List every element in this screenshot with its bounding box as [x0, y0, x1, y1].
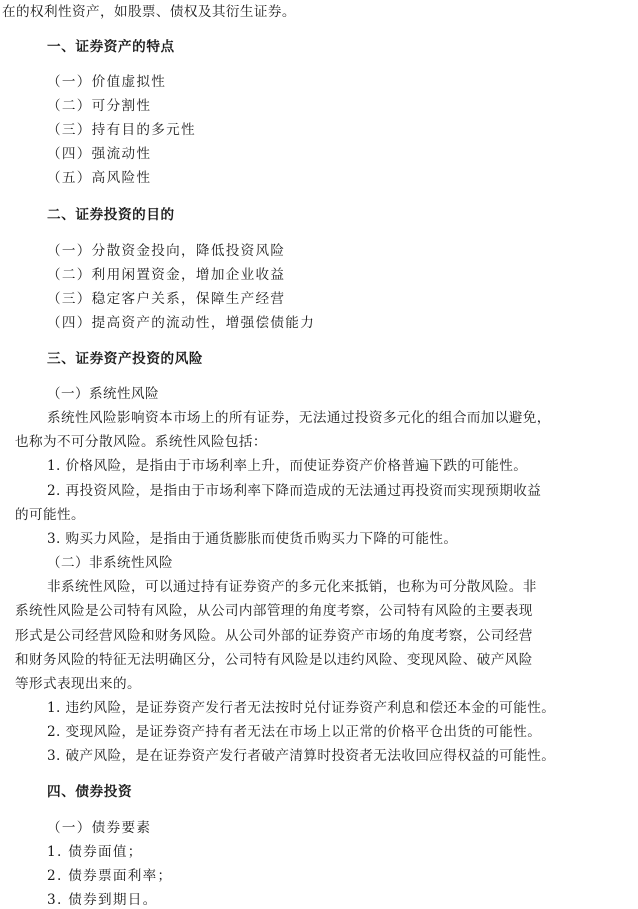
- paragraph-line: 等形式表现出来的。: [15, 676, 141, 692]
- list-item: 3. 债券到期日。: [47, 892, 158, 908]
- list-item: 1. 债券面值；: [47, 844, 143, 860]
- list-item: （二）利用闲置资金，增加企业收益: [47, 267, 286, 283]
- section-heading-1: 一、证券资产的特点: [47, 39, 175, 55]
- list-item: 2. 债券票面利率；: [47, 868, 173, 884]
- section-heading-3: 三、证券资产投资的风险: [47, 351, 204, 367]
- list-item: 1. 价格风险，是指由于市场利率上升，而使证券资产价格普遍下跌的可能性。: [47, 458, 528, 474]
- section-heading-4: 四、债券投资: [47, 784, 133, 800]
- subsection-title: （一）债券要素: [47, 820, 152, 836]
- paragraph-line: 形式是公司经营风险和财务风险。从公司外部的证券资产市场的角度考察，公司经营: [15, 628, 533, 644]
- list-item: （四）强流动性: [47, 146, 152, 162]
- list-item: 3. 购买力风险，是指由于通货膨胀而使货币购买力下降的可能性。: [47, 531, 458, 547]
- paragraph-line: 系统性风险是公司特有风险，从公司内部管理的角度考察，公司特有风险的主要表现: [15, 603, 533, 619]
- list-item: （二）可分割性: [47, 98, 152, 114]
- list-item: 1. 违约风险，是证券资产发行者无法按时兑付证券资产利息和偿还本金的可能性。: [47, 700, 556, 716]
- list-item: （五）高风险性: [47, 170, 152, 186]
- list-item: （四）提高资产的流动性，增强偿债能力: [47, 315, 316, 331]
- list-item: （一）分散资金投向，降低投资风险: [47, 243, 286, 259]
- list-item: 2. 变现风险，是证券资产持有者无法在市场上以正常的价格平仓出货的可能性。: [47, 724, 542, 740]
- list-item: （三）稳定客户关系，保障生产经营: [47, 291, 286, 307]
- list-item: （一）价值虚拟性: [47, 74, 167, 90]
- subsection-title: （二）非系统性风险: [47, 555, 173, 571]
- list-item: （三）持有目的多元性: [47, 122, 196, 138]
- paragraph-line: 非系统性风险，可以通过持有证券资产的多元化来抵销，也称为可分散风险。非: [47, 579, 537, 595]
- paragraph-line: 也称为不可分散风险。系统性风险包括：: [15, 434, 267, 450]
- section-heading-2: 二、证券投资的目的: [47, 207, 175, 223]
- list-item: 3. 破产风险，是在证券资产发行者破产清算时投资者无法收回应得权益的可能性。: [47, 748, 556, 764]
- subsection-title: （一）系统性风险: [47, 386, 159, 402]
- paragraph-line: 系统性风险影响资本市场上的所有证券，无法通过投资多元化的组合而加以避免，: [47, 410, 551, 426]
- intro-text: 在的权利性资产，如股票、债权及其衍生证券。: [2, 4, 296, 20]
- paragraph-line: 和财务风险的特征无法明确区分，公司特有风险是以违约风险、变现风险、破产风险: [15, 652, 533, 668]
- list-item: 2. 再投资风险，是指由于市场利率下降而造成的无法通过再投资而实现预期收益: [47, 483, 542, 499]
- list-item-continuation: 的可能性。: [15, 507, 85, 523]
